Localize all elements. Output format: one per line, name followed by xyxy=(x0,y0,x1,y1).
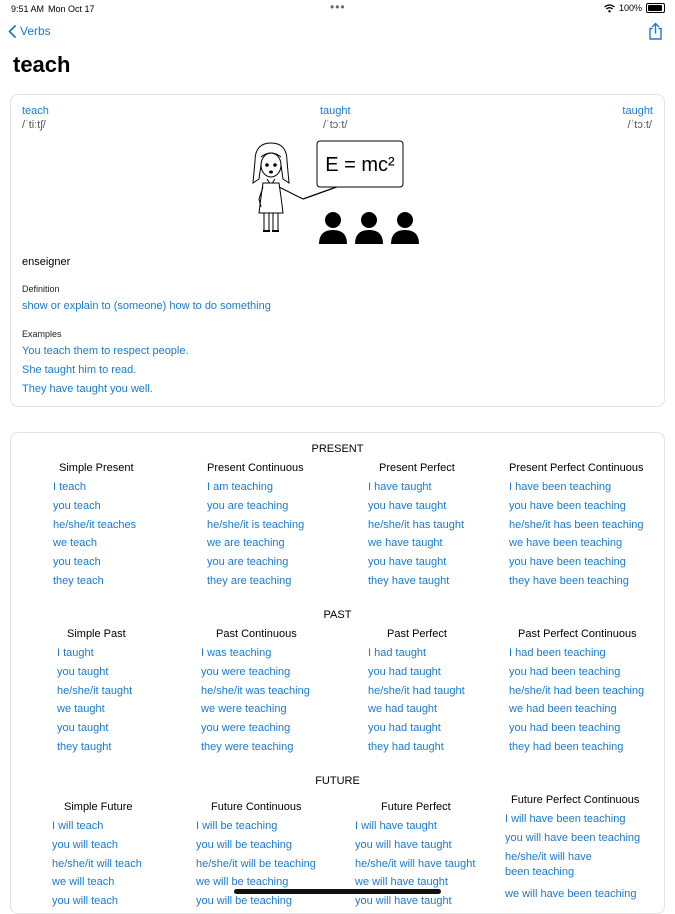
conjugation-item[interactable]: you will teach xyxy=(52,895,119,908)
verb-details-card xyxy=(10,94,665,407)
conjugation-item[interactable]: you are teaching xyxy=(207,499,289,512)
conjugation-item[interactable]: he/she/it had taught xyxy=(368,684,465,697)
translation: enseigner xyxy=(22,256,71,268)
conjugation-item[interactable]: you have been teaching xyxy=(509,556,626,569)
conjugation-item[interactable]: he/she/it has been teaching xyxy=(509,518,644,531)
conjugation-item[interactable]: I was teaching xyxy=(201,647,272,659)
conjugation-card xyxy=(10,432,665,914)
conjugation-item[interactable]: been teaching xyxy=(505,865,575,878)
conjugation-item[interactable]: they have taught xyxy=(368,575,450,587)
past-participle-ipa: /ˈtɔːt/ xyxy=(627,119,652,131)
status-time: 9:51 AM xyxy=(11,4,45,14)
conjugation-item[interactable]: he/she/it will have xyxy=(505,850,592,863)
column-title-present-continuous: Present Continuous xyxy=(207,462,304,474)
conjugation-item[interactable]: I am teaching xyxy=(207,481,274,493)
conjugation-item[interactable]: he/she/it teaches xyxy=(53,518,137,531)
conjugation-item[interactable]: they were teaching xyxy=(201,741,294,753)
past-simple-form[interactable]: taught xyxy=(320,105,351,117)
column-title-past-continuous: Past Continuous xyxy=(216,628,297,640)
conjugation-item[interactable]: he/she/it had been teaching xyxy=(509,684,645,697)
conjugation-item[interactable]: he/she/it is teaching xyxy=(207,518,305,531)
conjugation-item[interactable]: he/she/it will be teaching xyxy=(196,857,316,870)
conjugation-item[interactable]: you are teaching xyxy=(207,556,289,569)
conjugation-item[interactable]: we teach xyxy=(53,537,98,550)
column-title-future-continuous: Future Continuous xyxy=(211,801,302,813)
conjugation-item[interactable]: we will teach xyxy=(52,876,115,889)
conjugation-item[interactable]: you have taught xyxy=(368,499,447,512)
status-date: Mon Oct 17 xyxy=(48,4,95,14)
conjugation-item[interactable]: you have been teaching xyxy=(509,499,626,512)
board-text: E = mc² xyxy=(325,154,395,176)
example-item[interactable]: They have taught you well. xyxy=(22,383,153,395)
tense-heading-present: PRESENT xyxy=(311,443,364,455)
conjugation-item[interactable]: we will have been teaching xyxy=(505,888,637,901)
wifi-icon xyxy=(604,4,615,13)
conjugation-item[interactable]: you had taught xyxy=(368,722,441,735)
conjugation-item[interactable]: you will be teaching xyxy=(196,895,293,908)
conjugation-item[interactable]: you taught xyxy=(57,722,109,735)
students-group xyxy=(319,212,419,244)
conjugation-item[interactable]: you will have taught xyxy=(355,895,452,908)
example-item[interactable]: She taught him to read. xyxy=(22,364,137,376)
column-title-present-simple: Simple Present xyxy=(59,462,134,474)
teacher-figure xyxy=(253,143,303,231)
conjugation-item[interactable]: we were teaching xyxy=(201,703,287,716)
conjugation-item[interactable]: I will be teaching xyxy=(196,820,278,832)
conjugation-item[interactable]: you had taught xyxy=(368,665,441,678)
conjugation-item[interactable]: I will have taught xyxy=(355,820,437,832)
conjugation-item[interactable]: I will teach xyxy=(52,820,104,832)
conjugation-item[interactable]: he/she/it was teaching xyxy=(201,684,310,697)
teacher-illustration xyxy=(247,139,429,251)
past-participle-form[interactable]: taught xyxy=(622,105,653,117)
conjugation-item[interactable]: he/she/it will teach xyxy=(52,857,142,870)
conjugation-item[interactable]: I will have been teaching xyxy=(505,813,626,825)
base-form-ipa: /ˈtiːtʃ/ xyxy=(22,119,46,131)
home-indicator[interactable] xyxy=(234,889,441,894)
conjugation-item[interactable]: you taught xyxy=(57,665,109,678)
conjugation-item[interactable]: I had been teaching xyxy=(509,647,606,659)
column-title-future-perfect-continuous: Future Perfect Continuous xyxy=(511,794,640,806)
column-title-future-simple: Simple Future xyxy=(64,801,133,813)
conjugation-item[interactable]: I have taught xyxy=(368,481,432,493)
page-title: teach xyxy=(13,52,71,77)
conjugation-item[interactable]: they teach xyxy=(53,575,104,587)
share-button[interactable] xyxy=(648,22,663,45)
conjugation-item[interactable]: you will have taught xyxy=(355,838,452,851)
column-title-past-perfect-continuous: Past Perfect Continuous xyxy=(518,628,637,640)
column-title-past-simple: Simple Past xyxy=(67,628,126,640)
examples-label: Examples xyxy=(22,329,62,339)
column-title-present-perfect-continuous: Present Perfect Continuous xyxy=(509,462,644,474)
back-label: Verbs xyxy=(20,24,51,38)
conjugation-item[interactable]: they had taught xyxy=(368,741,444,753)
conjugation-item[interactable]: we will have taught xyxy=(355,876,448,889)
conjugation-item[interactable]: I had taught xyxy=(368,647,427,659)
definition-label: Definition xyxy=(22,284,60,294)
back-button[interactable] xyxy=(8,24,51,38)
conjugation-item[interactable]: he/she/it taught xyxy=(57,684,133,697)
conjugation-item[interactable]: we have been teaching xyxy=(509,537,623,550)
column-title-past-perfect: Past Perfect xyxy=(387,628,447,640)
conjugation-item[interactable]: you teach xyxy=(53,556,101,569)
tense-heading-past: PAST xyxy=(323,609,352,621)
conjugation-item[interactable]: you have taught xyxy=(368,556,447,569)
conjugation-item[interactable]: they have been teaching xyxy=(509,575,629,587)
multitasking-dots-icon[interactable]: ••• xyxy=(330,0,346,14)
conjugation-item[interactable]: we had been teaching xyxy=(509,703,617,716)
conjugation-item[interactable]: we had taught xyxy=(368,703,438,716)
status-right xyxy=(604,3,665,13)
conjugation-item[interactable]: you were teaching xyxy=(201,665,291,678)
conjugation-item[interactable]: they are teaching xyxy=(207,575,292,587)
base-form[interactable]: teach xyxy=(22,105,49,117)
conjugation-item[interactable]: we taught xyxy=(57,703,105,716)
conjugation-item[interactable]: he/she/it will have taught xyxy=(355,857,476,870)
battery-percent: 100% xyxy=(618,3,642,13)
column-title-future-perfect: Future Perfect xyxy=(381,801,451,813)
conjugation-item[interactable]: we are teaching xyxy=(207,537,285,550)
conjugation-item[interactable]: we have taught xyxy=(368,537,443,550)
example-item[interactable]: You teach them to respect people. xyxy=(22,345,189,357)
column-title-present-perfect: Present Perfect xyxy=(379,462,455,474)
conjugation-item[interactable]: you will have been teaching xyxy=(505,831,641,844)
conjugation-item[interactable]: he/she/it has taught xyxy=(368,518,465,531)
conjugation-item[interactable]: they taught xyxy=(57,741,112,753)
past-simple-ipa: /ˈtɔːt/ xyxy=(323,119,348,131)
conjugation-item[interactable]: you teach xyxy=(53,499,101,512)
conjugation-item[interactable]: we will be teaching xyxy=(196,876,289,889)
conjugation-item[interactable]: you had been teaching xyxy=(509,665,621,678)
battery-icon xyxy=(646,3,665,13)
chevron-left-icon xyxy=(8,25,16,38)
tense-heading-future: FUTURE xyxy=(315,775,360,787)
conjugation-item[interactable]: I teach xyxy=(53,481,87,493)
conjugation-item[interactable]: you were teaching xyxy=(201,722,291,735)
status-bar xyxy=(0,0,675,18)
share-icon xyxy=(648,22,663,40)
conjugation-item[interactable]: you will teach xyxy=(52,838,119,851)
definition-text[interactable]: show or explain to (someone) how to do something xyxy=(22,300,271,312)
conjugation-item[interactable]: they had been teaching xyxy=(509,741,624,753)
conjugation-item[interactable]: you will be teaching xyxy=(196,838,293,851)
conjugation-item[interactable]: you had been teaching xyxy=(509,722,621,735)
conjugation-item[interactable]: I have been teaching xyxy=(509,481,612,493)
conjugation-item[interactable]: I taught xyxy=(57,647,94,659)
